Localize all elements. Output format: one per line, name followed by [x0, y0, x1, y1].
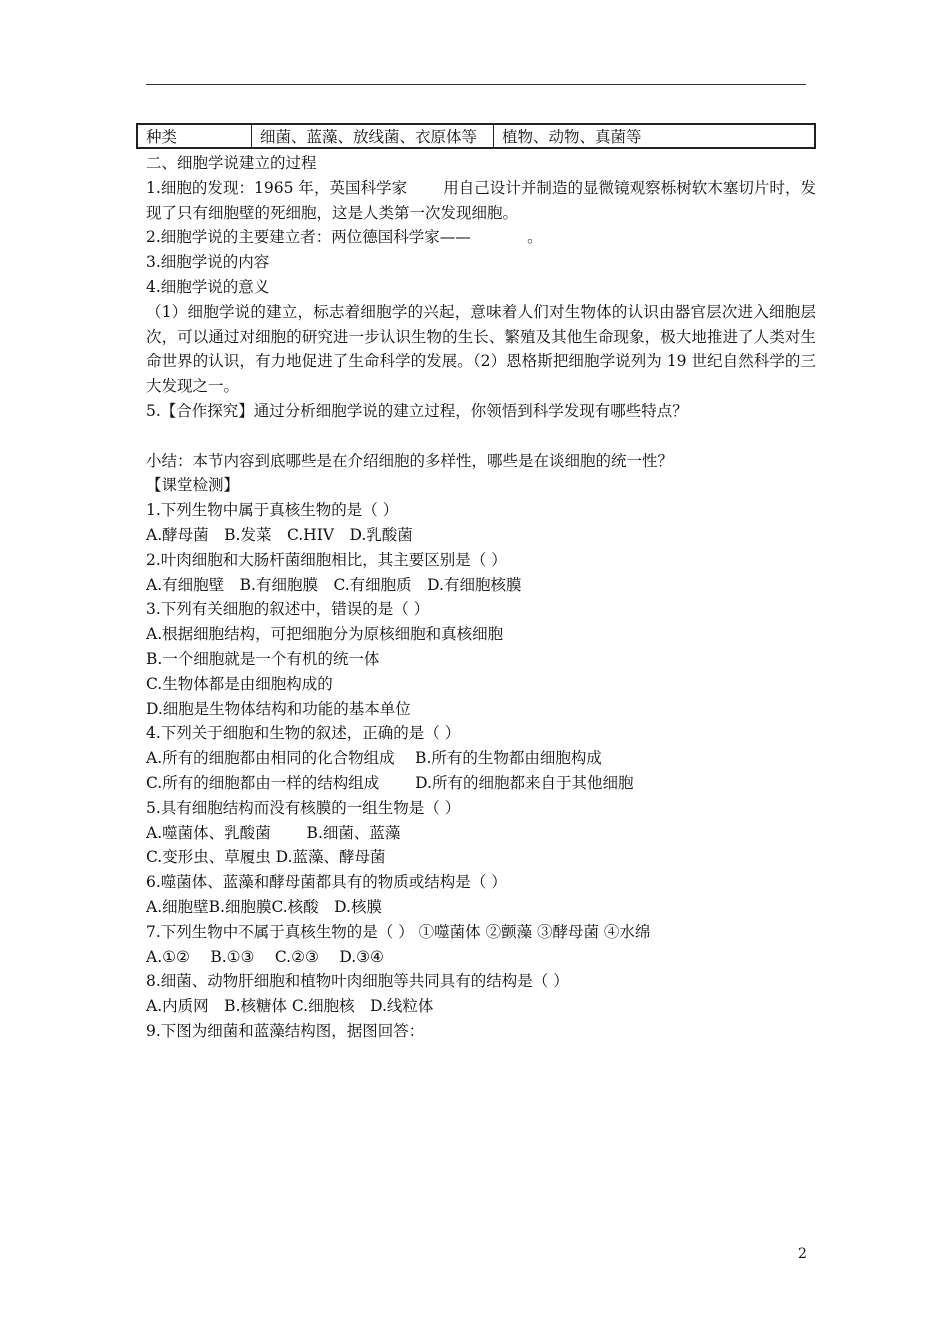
quiz-line: B.一个细胞就是一个有机的统一体 [146, 649, 380, 668]
paragraph-significance-detail: （1）细胞学说的建立，标志着细胞学的兴起，意味着人们对生物体的认识由器官层次进入细胞层次，可以通过对细胞的研究进一步认识生物的生长、繁殖及其他生命现象，极大地推进了人类对生命世界的认识，有力地促进了生命科学的发展。（2）恩格斯把细胞学说列为 19 世纪自然科学的三大发现之一。 [146, 302, 816, 396]
page-number: 2 [798, 1246, 807, 1262]
table-cell-category: 种类 [138, 125, 252, 147]
quiz-line: 2.叶肉细胞和大肠杆菌细胞相比，其主要区别是（ ） [146, 550, 507, 569]
quiz-line: C.所有的细胞都由一样的结构组成 D.所有的细胞都来自于其他细胞 [146, 773, 634, 792]
quiz-list [146, 498, 816, 1044]
quiz-line: A.内质网 B.核糖体 C.细胞核 D.线粒体 [146, 997, 434, 1016]
quiz-line: 9.下图为细菌和蓝藻结构图，据图回答： [146, 1021, 425, 1040]
table-cell-prokaryote: 细菌、蓝藻、放线菌、衣原体等 [252, 125, 494, 147]
quiz-line: A.细胞壁B.细胞膜C.核酸 D.核膜 [146, 897, 382, 916]
quiz-line: C.生物体都是由细胞构成的 [146, 674, 333, 693]
quiz-line: 6.噬菌体、蓝藻和酵母菌都具有的物质或结构是（ ） [146, 873, 507, 892]
header-rule [146, 84, 806, 85]
paragraph-cell-discovery: 1.细胞的发现：1965 年，英国科学家 用自己设计并制造的显微镜观察栎树软木塞切片时，发现了只有细胞壁的死细胞，这是人类第一次发现细胞。 [146, 178, 816, 222]
quiz-line: A.噬菌体、乳酸菌 B.细菌、蓝藻 [146, 823, 401, 842]
section-heading: 二、细胞学说建立的过程 [146, 154, 317, 172]
quiz-heading: 【课堂检测】 [146, 476, 240, 495]
quiz-line: 3.下列有关细胞的叙述中，错误的是（ ） [146, 600, 430, 619]
paragraph-content: 3.细胞学说的内容 [146, 253, 270, 272]
quiz-line: 5.具有细胞结构而没有核膜的一组生物是（ ） [146, 798, 461, 817]
table-cell-eukaryote: 植物、动物、真菌等 [502, 128, 642, 146]
quiz-line: D.细胞是生物体结构和功能的基本单位 [146, 699, 411, 718]
quiz-line: C.变形虫、草履虫 D.蓝藻、酵母菌 [146, 848, 386, 867]
quiz-line: A.酵母菌 B.发菜 C.HIV D.乳酸菌 [146, 525, 413, 544]
comparison-table-row [136, 123, 816, 149]
quiz-line: A.有细胞壁 B.有细胞膜 C.有细胞质 D.有细胞核膜 [146, 575, 522, 594]
quiz-line: 7.下列生物中不属于真核生物的是（ ） ①噬菌体 ②颤藻 ③酵母菌 ④水绵 [146, 922, 651, 941]
paragraph-cooperative-inquiry: 5.【合作探究】通过分析细胞学说的建立过程，你领悟到科学发现有哪些特点？ [146, 401, 688, 420]
quiz-line: A.①② B.①③ C.②③ D.③④ [146, 947, 384, 966]
summary-line: 小结：本节内容到底哪些是在介绍细胞的多样性，哪些是在谈细胞的统一性？ [146, 451, 674, 470]
quiz-line: A.所有的细胞都由相同的化合物组成 B.所有的生物都由细胞构成 [146, 749, 602, 768]
paragraph-founders: 2.细胞学说的主要建立者：两位德国科学家—— 。 [146, 228, 543, 247]
quiz-line: A.根据细胞结构，可把细胞分为原核细胞和真核细胞 [146, 625, 504, 644]
document-body [146, 151, 816, 1044]
quiz-line: 4.下列关于细胞和生物的叙述，正确的是（ ） [146, 724, 461, 743]
blank-line [146, 424, 816, 449]
quiz-line: 1.下列生物中属于真核生物的是（ ） [146, 501, 399, 520]
paragraph-significance: 4.细胞学说的意义 [146, 277, 270, 296]
quiz-line: 8.细菌、动物肝细胞和植物叶肉细胞等共同具有的结构是（ ） [146, 972, 569, 991]
